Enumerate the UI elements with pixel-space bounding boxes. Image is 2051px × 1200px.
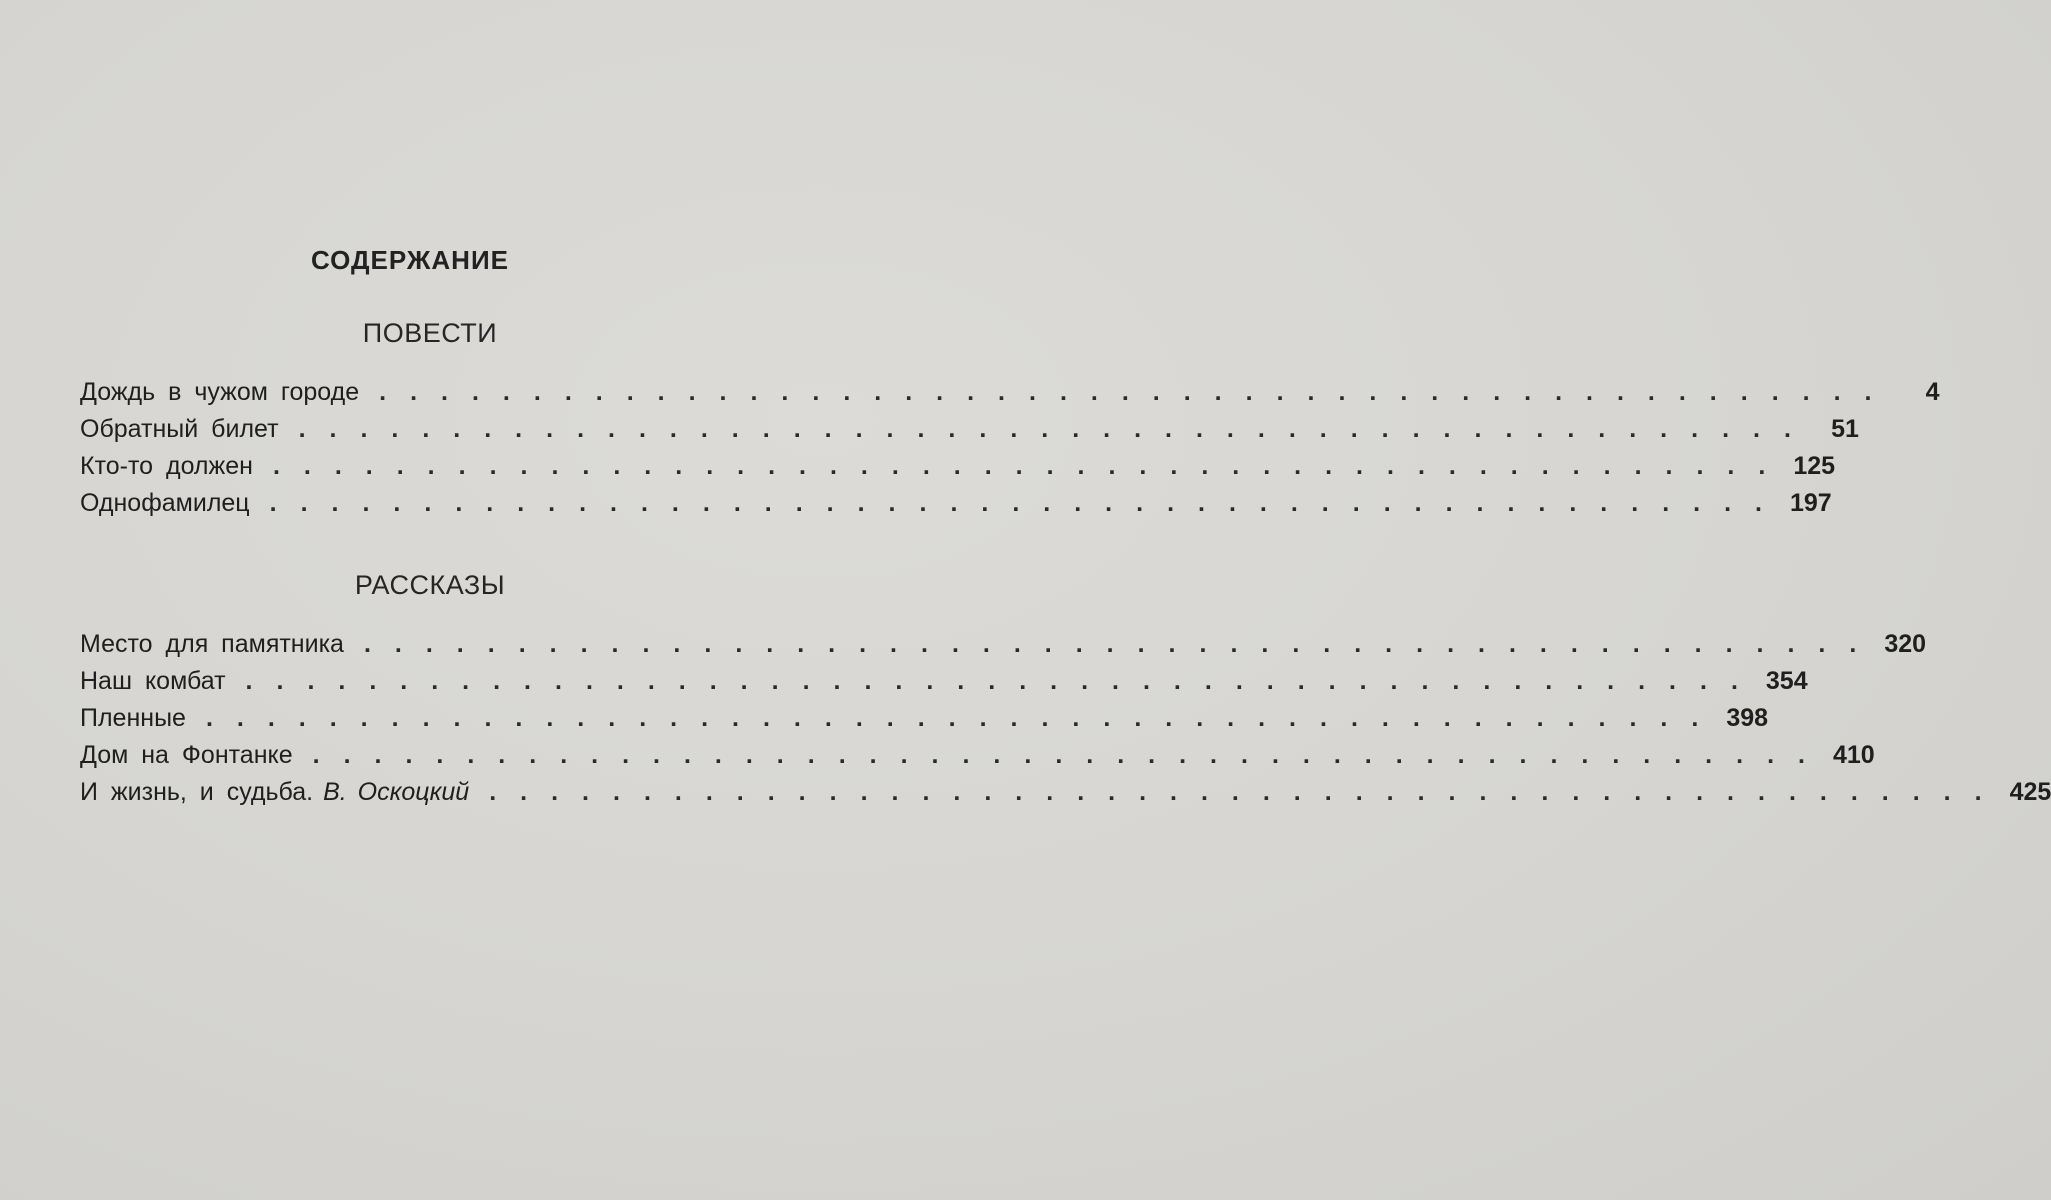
contents-heading: СОДЕРЖАНИЕ	[311, 245, 509, 275]
toc-dot-leader: .................................................	[379, 378, 1896, 406]
toc-entry	[80, 700, 1769, 737]
toc-entry-title: Обратный билет	[80, 415, 279, 443]
toc-entry-page: 425	[2009, 778, 2051, 806]
toc-entry-page: 4	[1925, 378, 1940, 406]
toc-entry-title: Однофамилец	[80, 489, 250, 517]
toc-entry-page: 410	[1832, 741, 1875, 769]
toc-dot-leader: .................................................	[298, 415, 1815, 443]
toc-dot-leader: .................................................	[245, 667, 1762, 695]
toc-dot-leader: .................................................	[363, 630, 1881, 658]
section-title-povesti: ПОВЕСТИ	[362, 318, 498, 348]
section-title-rasskazy: РАССКАЗЫ	[354, 570, 506, 600]
toc-entry-page: 51	[1831, 415, 1859, 443]
toc-dot-leader: .................................................	[269, 489, 1786, 517]
toc-dot-leader: .................................................	[489, 778, 2006, 806]
toc-entry-title: Дом на Фонтанке	[80, 741, 293, 769]
toc-dot-leader: .................................................	[272, 452, 1790, 480]
toc-entry	[80, 485, 1832, 522]
toc-entry	[80, 663, 1808, 700]
toc-entry-title: Дождь в чужом городе	[80, 378, 360, 406]
toc-entry-title: И жизнь, и судьба.	[80, 778, 314, 806]
toc-list-povesti	[80, 374, 1940, 522]
toc-entry-page: 354	[1765, 667, 1808, 695]
toc-entry-title: Наш комбат	[80, 667, 226, 695]
toc-entry-page: 197	[1790, 489, 1832, 517]
toc-list-rasskazy	[80, 626, 2051, 811]
toc-entry-author: В. Оскоцкий	[323, 778, 470, 806]
toc-dot-leader: .................................................	[205, 704, 1723, 732]
toc-dot-leader: .................................................	[312, 741, 1829, 769]
toc-entry	[80, 737, 1875, 774]
toc-entry	[80, 626, 1927, 663]
toc-entry-page: 398	[1726, 704, 1769, 732]
toc-entry-title: Пленные	[80, 704, 186, 732]
toc-entry	[80, 774, 2051, 811]
toc-entry-title: Место для памятника	[80, 630, 344, 658]
toc-entry	[80, 411, 1859, 448]
toc-entry	[80, 448, 1836, 485]
toc-entry-title: Кто-то должен	[80, 452, 253, 480]
toc-entry-page: 320	[1884, 630, 1927, 658]
toc-entry	[80, 374, 1940, 411]
toc-entry-page: 125	[1793, 452, 1836, 480]
